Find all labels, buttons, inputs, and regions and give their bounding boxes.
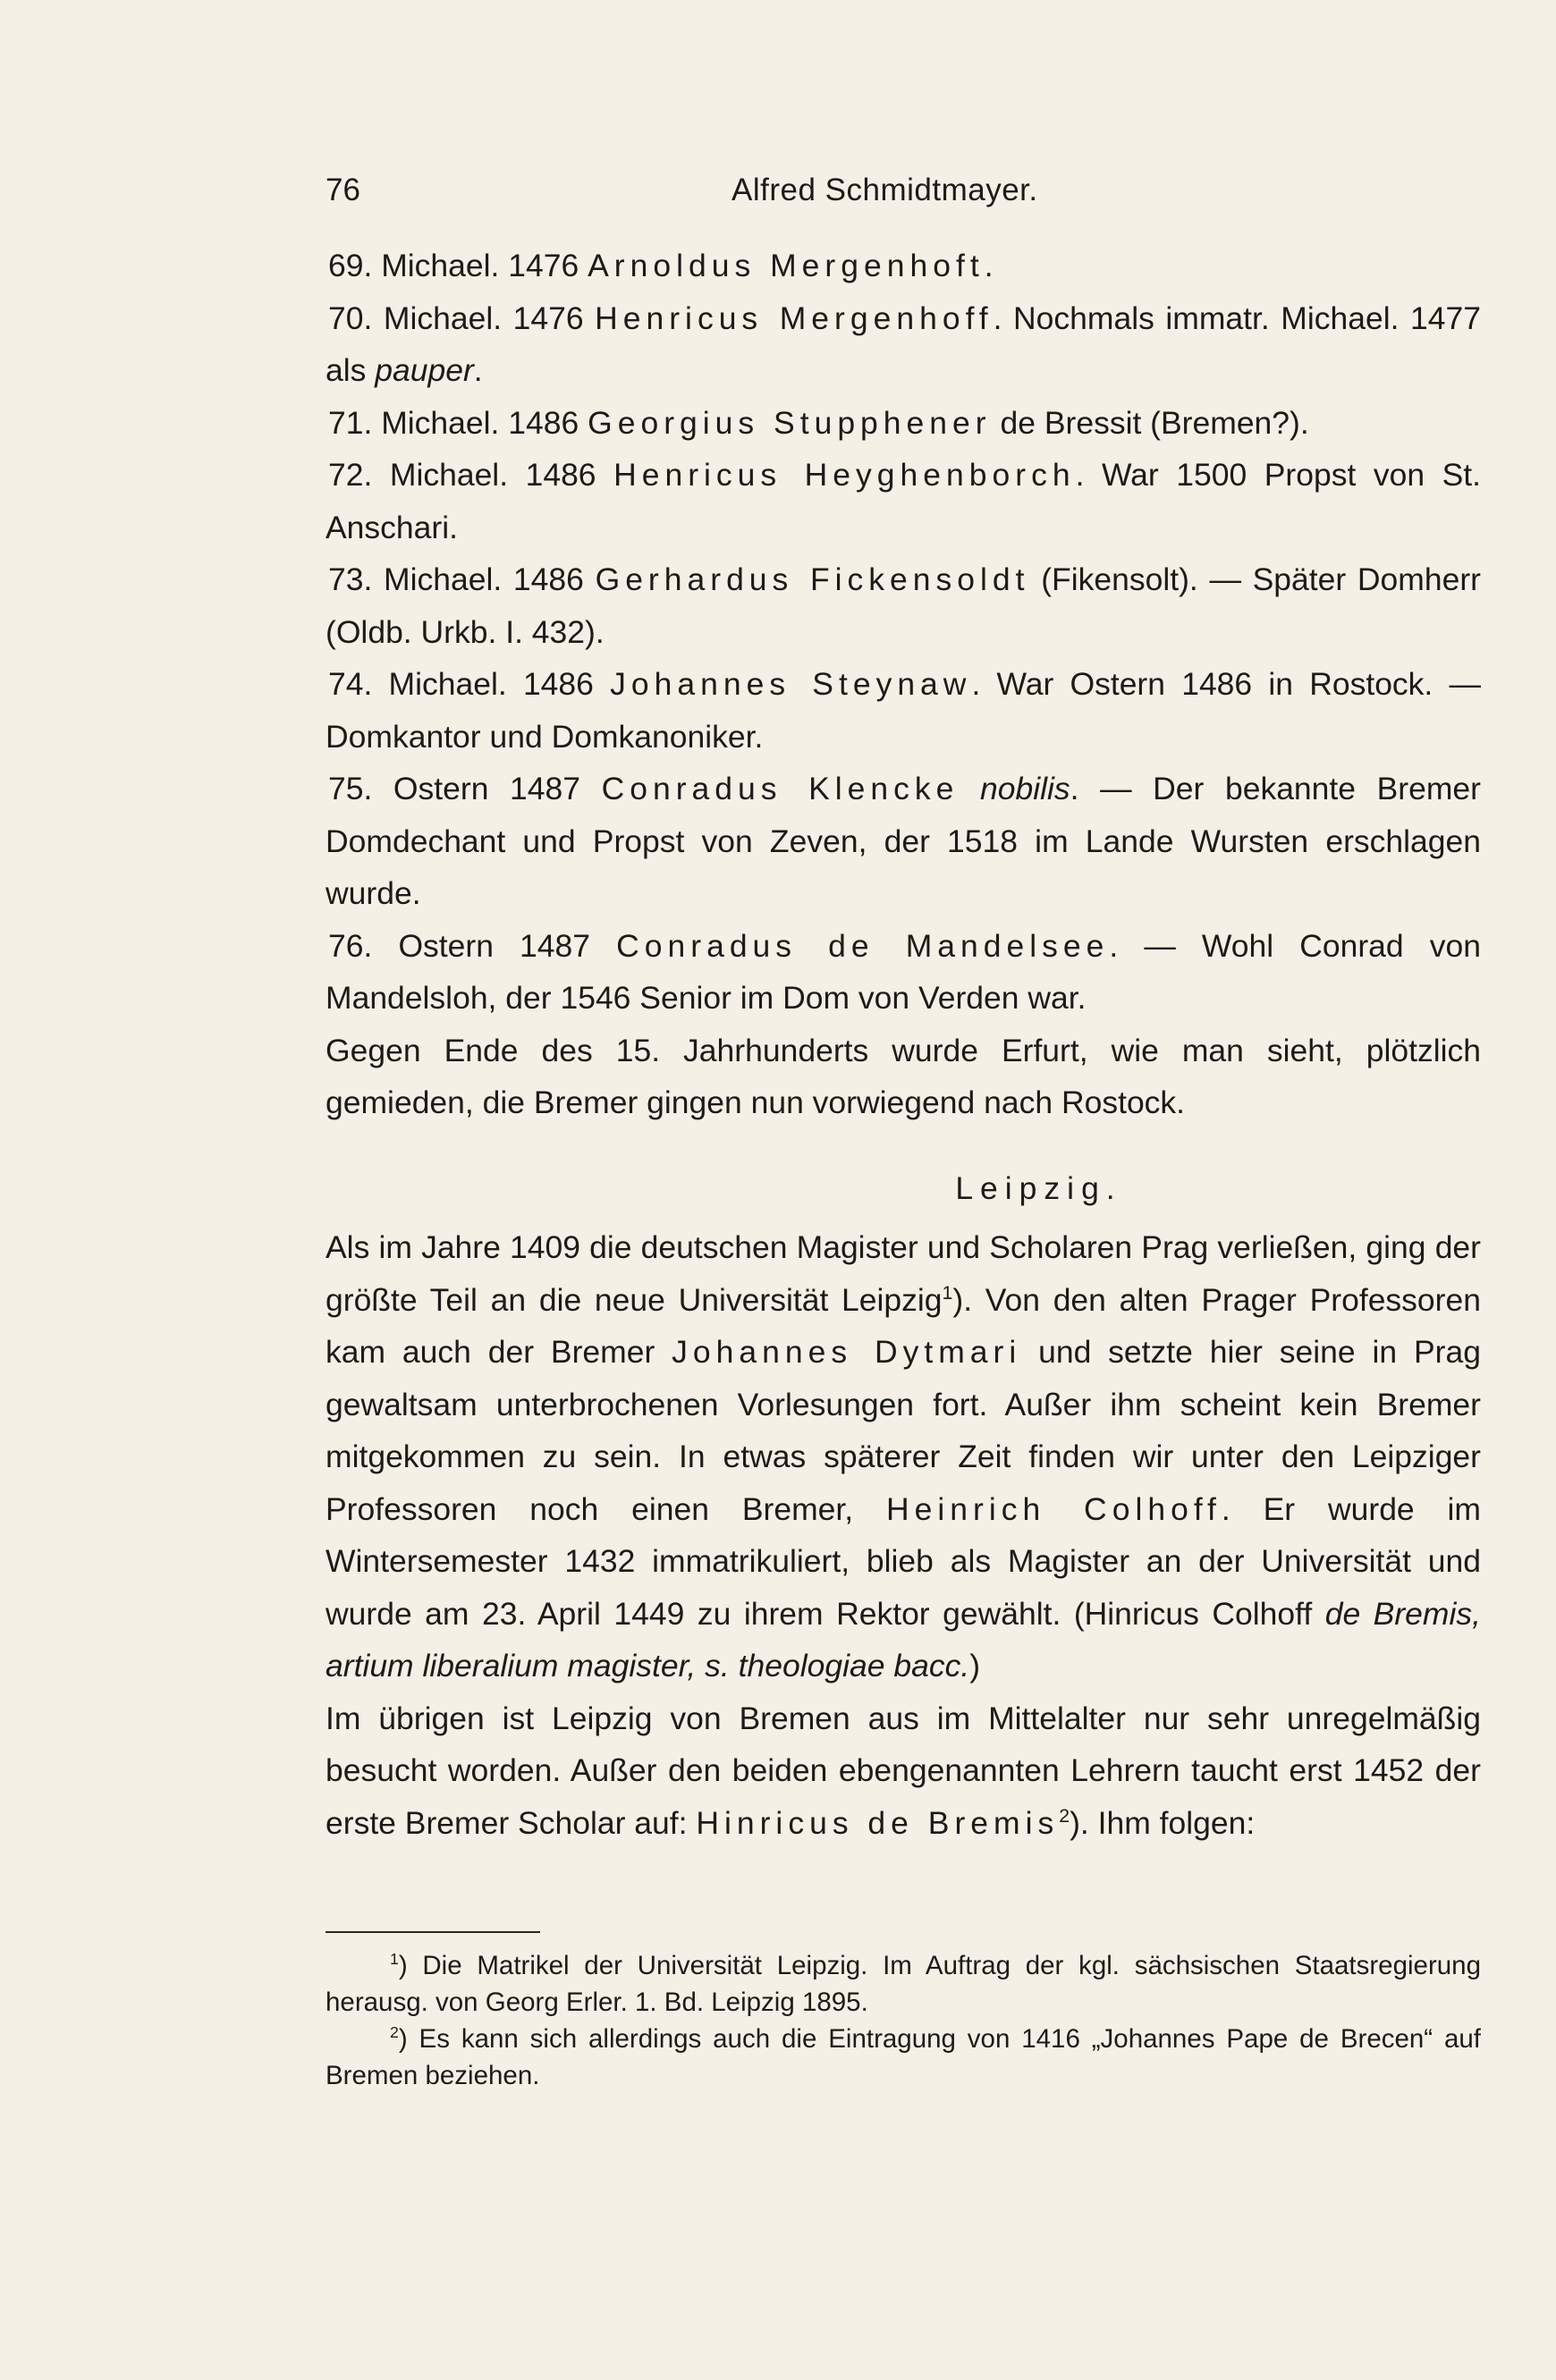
footnote-2: $^2$) Es kann sich allerdings auch die Eintragung von 1416 „Johannes Pape de Brecen“ auf Bremen beziehen. — [326, 2023, 1481, 2090]
spaced-name: Conradus de Mandelsee — [616, 927, 1110, 964]
entry-73: 73. Michael. 1486 Gerhardus Fickensoldt (Fikensolt). — Später Domherr (Oldb. Urkb. I. 432). — [326, 561, 1481, 650]
entry-70: 70. Michael. 1476 Henricus Mergenhoff. Nochmals immatr. Michael. 1477 als pauper. — [326, 300, 1481, 388]
spaced-name: Georgius Stupphener — [588, 404, 992, 441]
running-head — [326, 173, 1481, 217]
spaced-name: Henricus Mergenhoff — [595, 300, 994, 336]
paragraph-leipzig: Als im Jahre 1409 die deutschen Magister und Scholaren Prag verließen, ging der größte Teil an die neue Universität Leipzig$^1$). Von den alten Prager Professoren kam auch der Bremer Johannes Dytmari und setzte hier seine in Prag gewaltsam unterbrochenen Vorlesungen fort. Außer ihm scheint kein Bremer mitgekommen zu sein. In etwas späterer Zeit finden wir unter den Leipziger Professoren noch einen Bremer, Heinrich Colhoff. Er wurde im Wintersemester 1432 immatrikuliert, blieb als Magister an der Universität und wurde am 23. April 1449 zu ihrem Rektor gewählt. (Hinricus Colhoff de Bremis, artium liberalium magister, s. theologiae bacc.) — [326, 1229, 1482, 1684]
spaced-name: Hinricus de Bremis — [696, 1804, 1060, 1841]
footnote-rule — [326, 1931, 540, 1933]
entry-74: 74. Michael. 1486 Johannes Steynaw. War Ostern 1486 in Rostock. — Domkantor und Domkanoniker. — [326, 666, 1481, 755]
entry-76: 76. Ostern 1487 Conradus de Mandelsee. — Wohl Conrad von Mandelsloh, der 1546 Senior im Dom von Verden war. — [326, 927, 1481, 1016]
spaced-name: Heinrich Colhoff — [885, 1490, 1222, 1527]
entry-69: 69. Michael. 1476 Arnoldus Mergenhoft. — [328, 248, 994, 283]
paragraph-erfurt: Gegen Ende des 15. Jahrhunderts wurde Erfurt, wie man sieht, plötzlich gemieden, die Bremer gingen nun vorwiegend nach Rostock. — [326, 1032, 1481, 1120]
running-head-author: Alfred Schmidtmayer. — [731, 173, 1038, 207]
page-number: 76 — [326, 173, 360, 207]
body-text — [326, 240, 1481, 1849]
spaced-name: Johannes Dytmari — [672, 1334, 1022, 1370]
spaced-name: Henricus Heyghenborch — [613, 457, 1076, 493]
spaced-name: Johannes Steynaw — [610, 666, 972, 702]
footnote-ref-1: 1 — [942, 1281, 953, 1304]
entry-75: 75. Ostern 1487 Conradus Klencke nobilis. — Der bekannte Bremer Domdechant und Propst von Zeven, der 1518 im Lande Wursten erschlagen wurde. — [326, 771, 1481, 911]
spaced-name: Gerhardus Fickensoldt — [595, 561, 1030, 597]
footnote-1: $^1$) Die Matrikel der Universität Leipzig. Im Auftrag der kgl. sächsischen Staatsregierung herausg. von Georg Erler. 1. Bd. Leipzig 1895. — [326, 1950, 1481, 2017]
entry-71: 71. Michael. 1486 Georgius Stupphener de Bressit (Bremen?). — [328, 404, 1309, 441]
spaced-name: Arnoldus Mergenhoft — [588, 248, 985, 283]
section-title: Leipzig. — [955, 1169, 1122, 1206]
paragraph-uebrigen: Im übrigen ist Leipzig von Bremen aus im Mittelalter nur sehr unregelmäßig besucht worden. Außer den beiden ebengenannten Lehrern taucht erst 1452 der erste Bremer Scholar auf: Hinricus de Bremis$^2$). Ihm folgen: — [326, 1700, 1481, 1841]
entry-72: 72. Michael. 1486 Henricus Heyghenborch. War 1500 Propst von St. Anschari. — [326, 457, 1481, 545]
spaced-name: Conradus Klencke — [601, 771, 960, 806]
footnote-ref-2: 2 — [1059, 1804, 1070, 1827]
footnotes — [326, 1931, 1481, 2094]
